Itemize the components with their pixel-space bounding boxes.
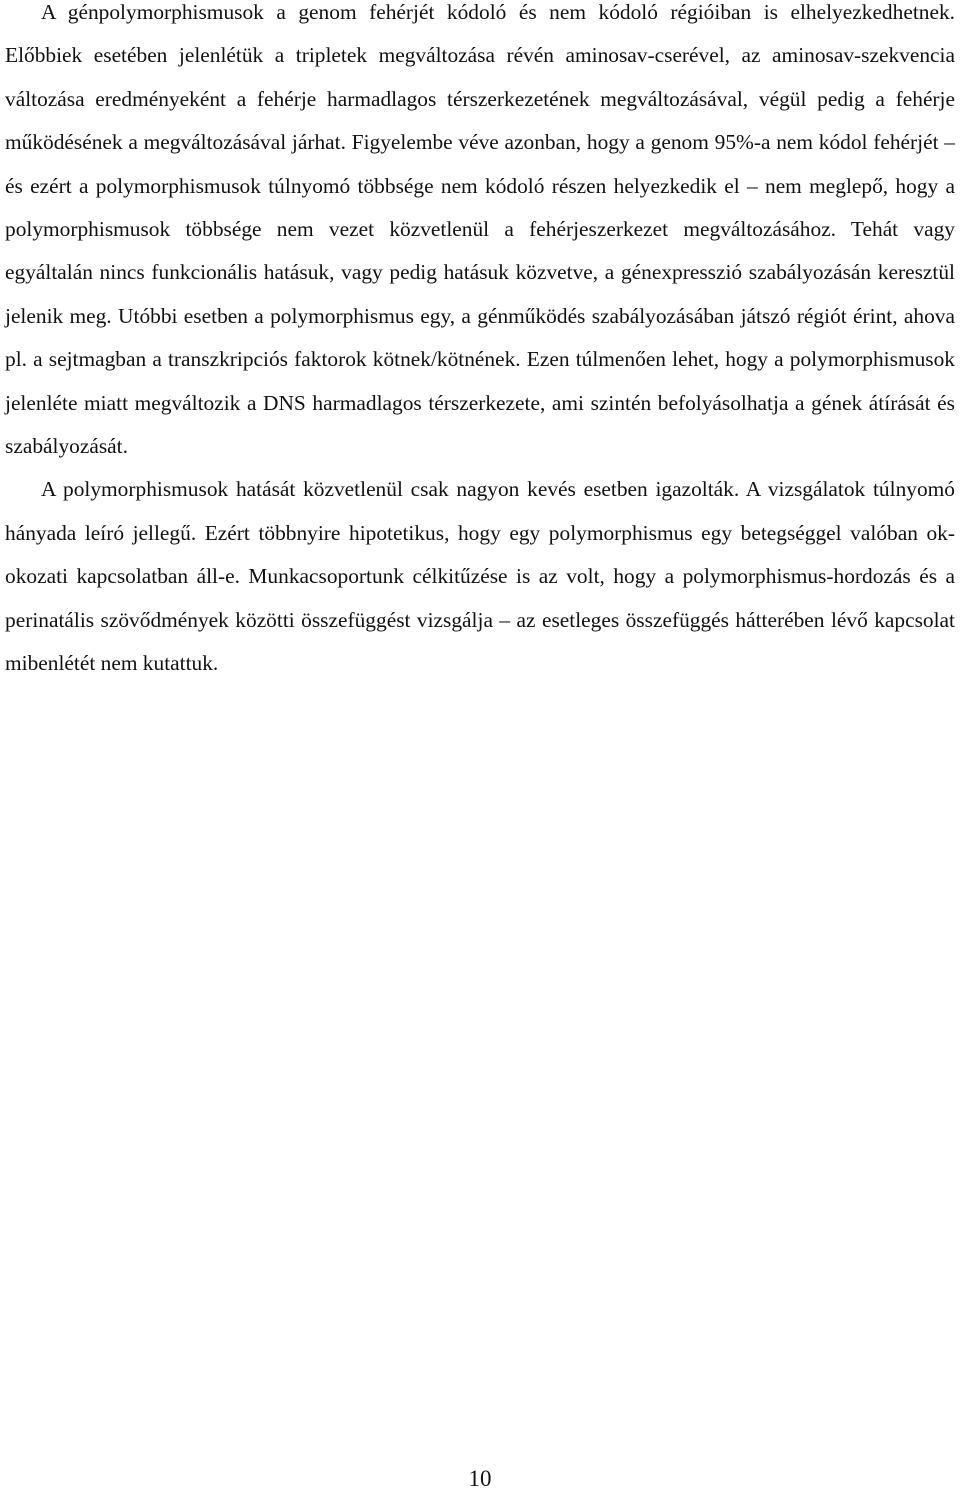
- page-number: 10: [468, 1466, 492, 1491]
- body-text: [5, 0, 955, 686]
- paragraph-genpolymorphismus-regions: A génpolymorphismusok a genom fehérjét kódoló és nem kódoló régióiban is elhelyezkedhetnek. Előbbiek esetében jelenlétük a tripletek megváltozása révén aminosav-cserével, az aminosav-szekvencia változása eredményeként a fehérje harmadlagos térszerkezetének megváltozásával, végül pedig a fehérje működésének a megváltozásával járhat. Figyelembe véve azonban, hogy a genom 95%-a nem kódol fehérjét – és ezért a polymorphismusok túlnyomó többsége nem kódoló részen helyezkedik el – nem meglepő, hogy a polymorphismusok többsége nem vezet közvetlenül a fehérjeszerkezet megváltozásához. Tehát vagy egyáltalán nincs funkcionális hatásuk, vagy pedig hatásuk közvetve, a génexpresszió szabályozásán keresztül jelenik meg. Utóbbi esetben a polymorphismus egy, a génműködés szabályozásában játszó régiót érint, ahova pl. a sejtmagban a transzkripciós faktorok kötnek/kötnének. Ezen túlmenően lehet, hogy a polymorphismusok jelenléte miatt megváltozik a DNS harmadlagos térszerkezete, ami szintén befolyásolhatja a gének átírását és szabályozását.: [5, 0, 955, 459]
- paragraph-polymorphismus-effects: A polymorphismusok hatását közvetlenül csak nagyon kevés esetben igazolták. A vizsgálatok túlnyomó hányada leíró jellegű. Ezért többnyire hipotetikus, hogy egy polymorphismus egy betegséggel valóban ok-okozati kapcsolatban áll-e. Munkacsoportunk célkitűzése is az volt, hogy a polymorphismus-hordozás és a perinatális szövődmények közötti összefüggést vizsgálja – az esetleges összefüggés hátterében lévő kapcsolat mibenlétét nem kutattuk.: [5, 477, 955, 676]
